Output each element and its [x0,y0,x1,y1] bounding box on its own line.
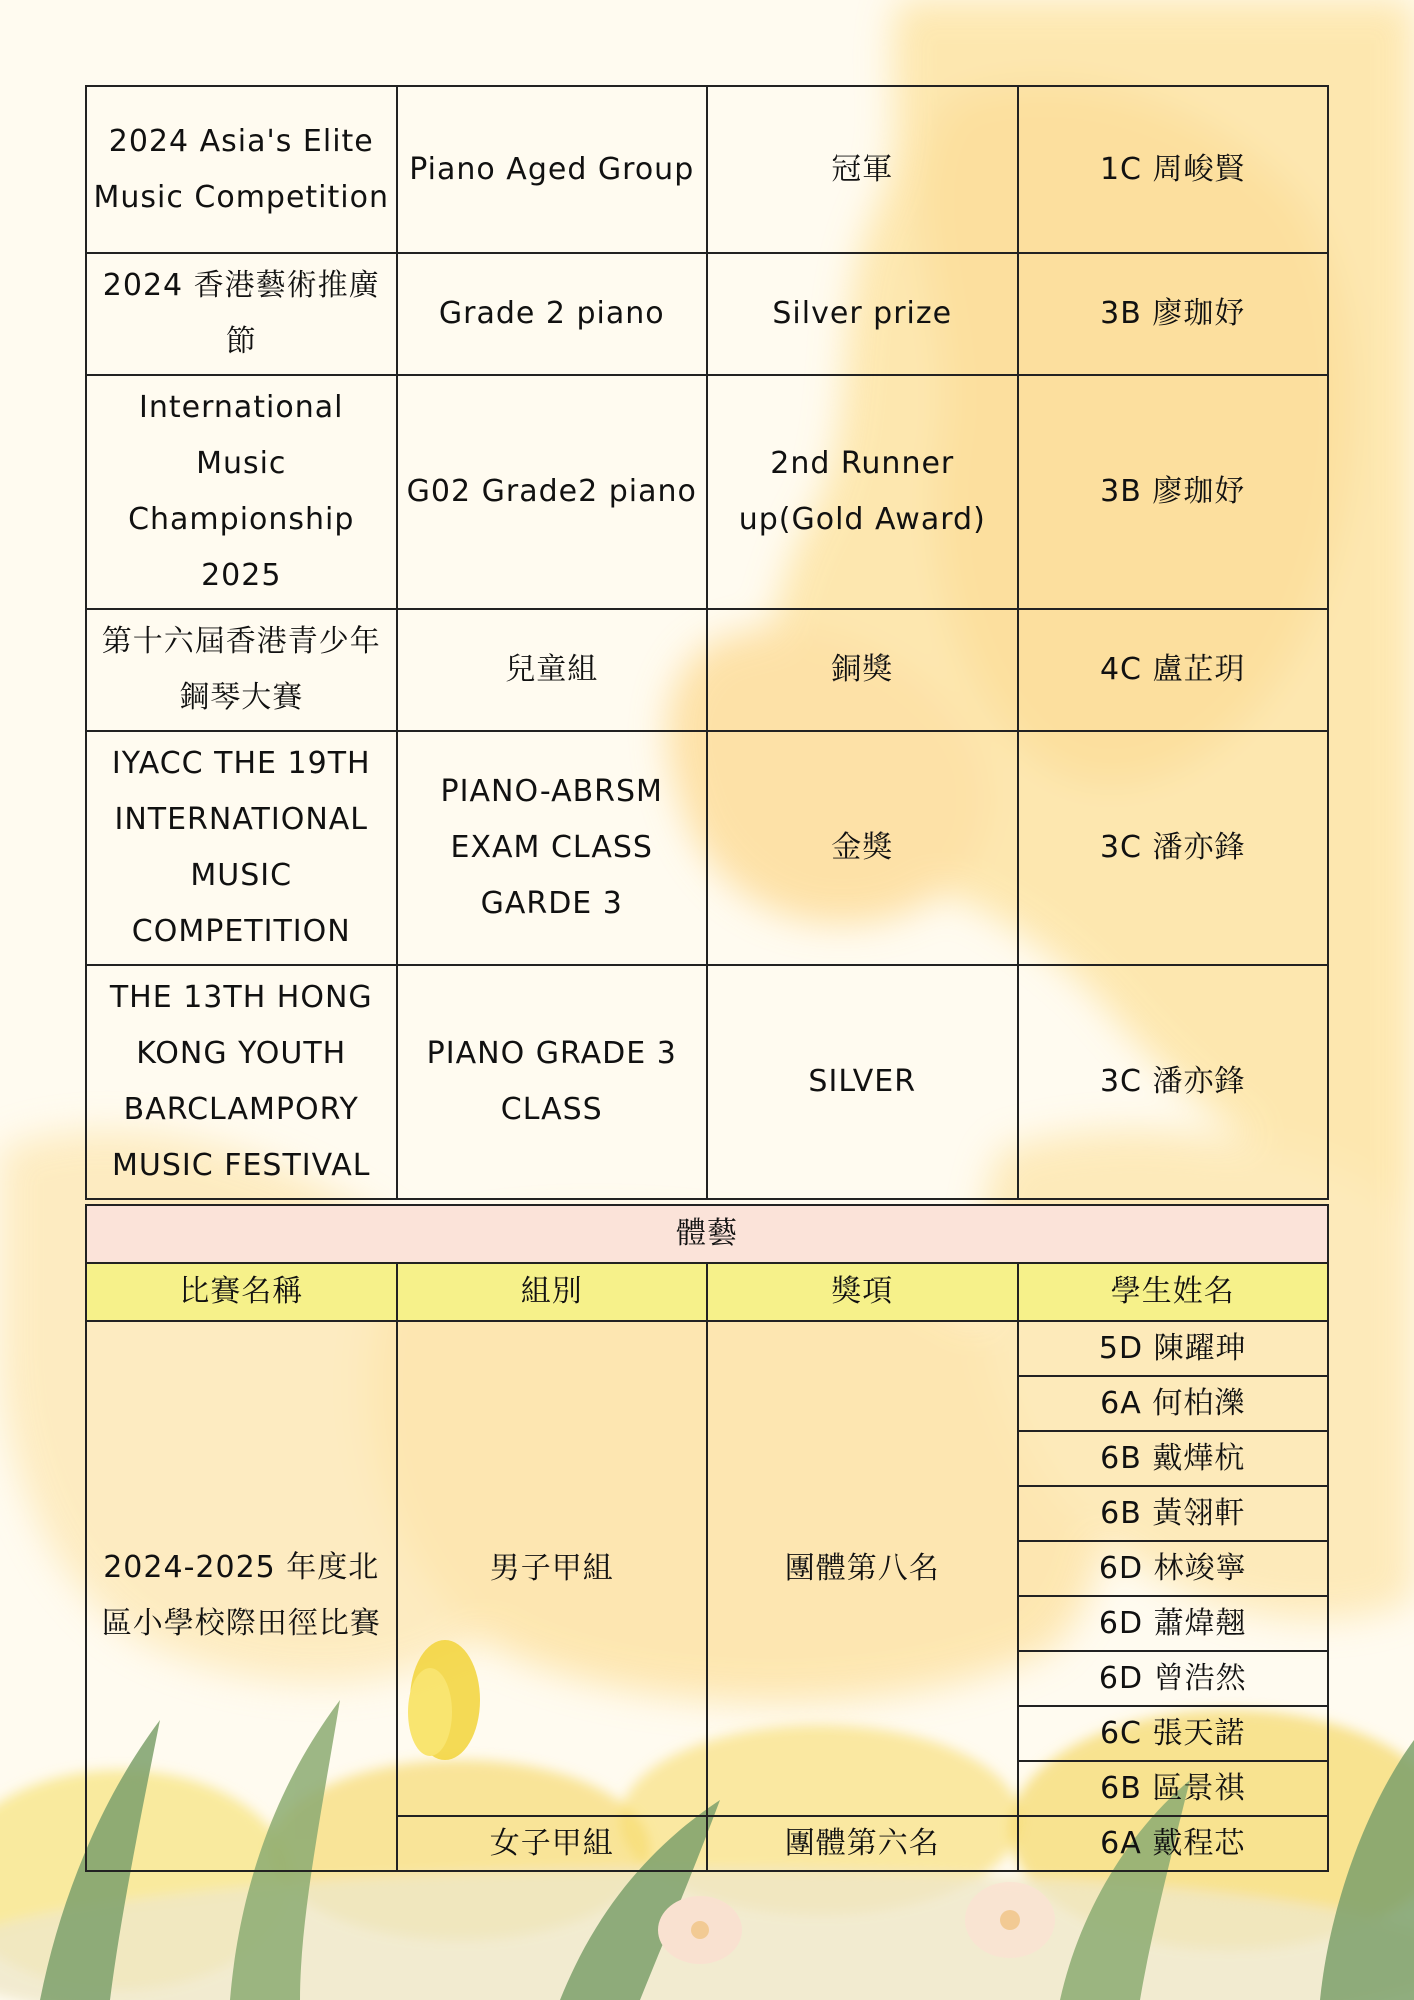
boys-award-cell: 團體第八名 [707,1321,1018,1816]
section-title: 體藝 [86,1205,1328,1263]
student-cell: 3C 潘亦鋒 [1018,731,1329,965]
group-cell: G02 Grade2 piano [397,375,708,609]
student-cell: 6B 區景祺 [1018,1761,1329,1816]
header-competition: 比賽名稱 [86,1263,397,1321]
student-cell: 6B 黃翎軒 [1018,1486,1329,1541]
student-cell: 4C 盧芷玥 [1018,609,1329,731]
award-cell: 2nd Runner up(Gold Award) [707,375,1018,609]
girls-award-cell: 團體第六名 [707,1816,1018,1871]
student-cell: 1C 周峻賢 [1018,86,1329,253]
competition-cell: 2024 香港藝術推廣節 [86,253,397,375]
table-row [86,1321,1328,1376]
table-row [86,965,1328,1199]
sports-awards-table [85,1204,1329,1872]
competition-cell: 第十六屆香港青少年鋼琴大賽 [86,609,397,731]
award-cell: SILVER [707,965,1018,1199]
boys-group-cell: 男子甲組 [397,1321,708,1816]
student-cell: 3C 潘亦鋒 [1018,965,1329,1199]
group-cell: 兒童組 [397,609,708,731]
student-cell: 6A 何柏濼 [1018,1376,1329,1431]
award-cell: 金獎 [707,731,1018,965]
student-cell: 6D 曾浩然 [1018,1651,1329,1706]
competition-cell: IYACC THE 19TH INTERNATIONAL MUSIC COMPETITION [86,731,397,965]
student-cell: 5D 陳躍珅 [1018,1321,1329,1376]
section-header-row [86,1205,1328,1263]
table-row [86,609,1328,731]
competition-cell: 2024 Asia's Elite Music Competition [86,86,397,253]
student-cell: 6A 戴程芯 [1018,1816,1329,1871]
header-award: 獎項 [707,1263,1018,1321]
table-row [86,253,1328,375]
table-row [86,86,1328,253]
header-group: 組別 [397,1263,708,1321]
group-cell: PIANO GRADE 3 CLASS [397,965,708,1199]
music-awards-table [85,85,1329,1200]
student-cell: 6D 蕭煒翹 [1018,1596,1329,1651]
group-cell: PIANO-ABRSM EXAM CLASS GARDE 3 [397,731,708,965]
group-cell: Grade 2 piano [397,253,708,375]
competition-cell: 2024-2025 年度北區小學校際田徑比賽 [86,1321,397,1871]
student-cell: 6D 林竣寧 [1018,1541,1329,1596]
header-student: 學生姓名 [1018,1263,1329,1321]
group-cell: Piano Aged Group [397,86,708,253]
student-cell: 3B 廖珈妤 [1018,375,1329,609]
student-cell: 6B 戴燁杭 [1018,1431,1329,1486]
competition-cell: THE 13TH HONG KONG YOUTH BARCLAMPORY MUSIC FESTIVAL [86,965,397,1199]
table-row [86,731,1328,965]
award-cell: 冠軍 [707,86,1018,253]
award-cell: 銅獎 [707,609,1018,731]
girls-group-cell: 女子甲組 [397,1816,708,1871]
table-row [86,375,1328,609]
competition-cell: International Music Championship 2025 [86,375,397,609]
student-cell: 3B 廖珈妤 [1018,253,1329,375]
student-cell: 6C 張天諾 [1018,1706,1329,1761]
column-header-row [86,1263,1328,1321]
award-cell: Silver prize [707,253,1018,375]
